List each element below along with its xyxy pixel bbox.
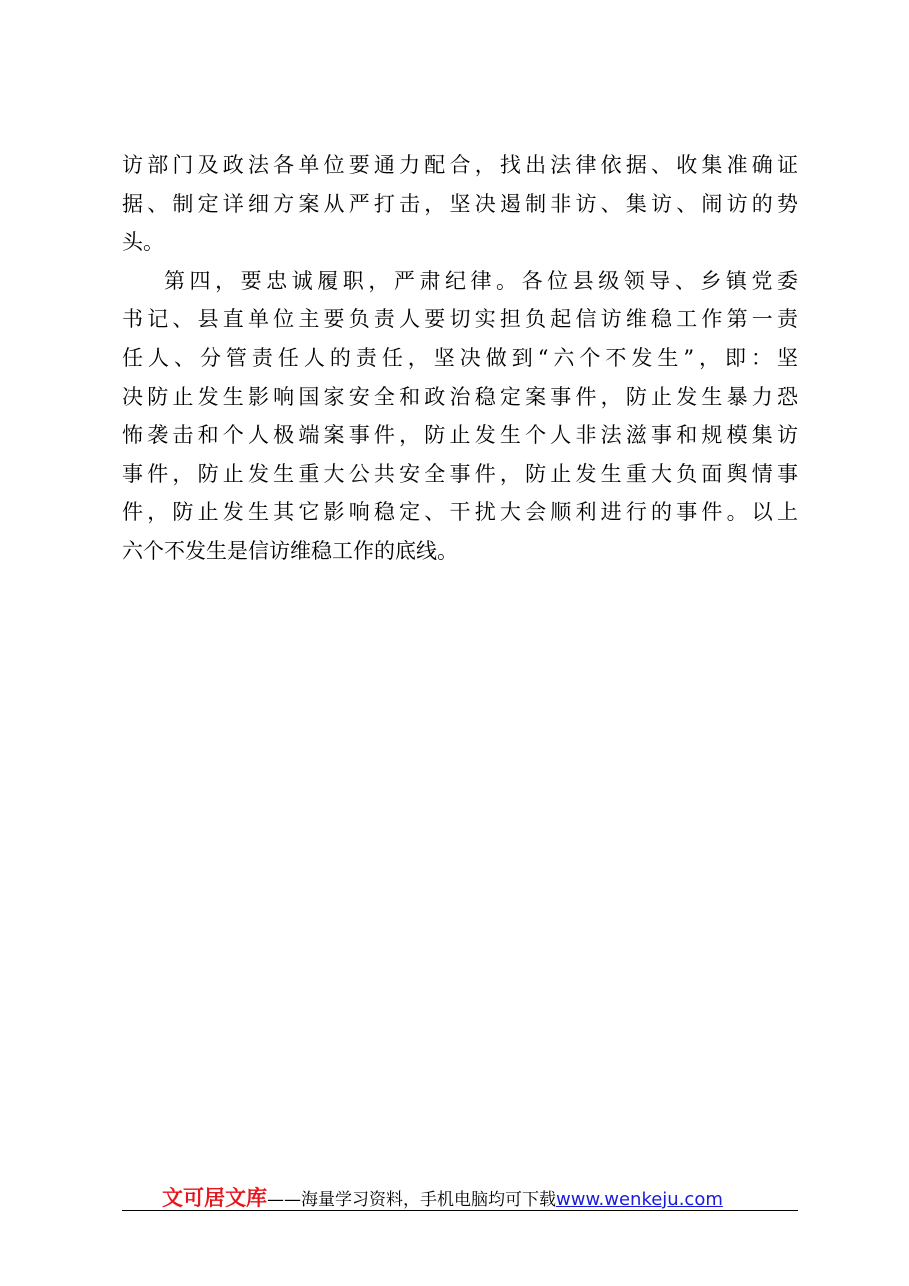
- document-body: [122, 146, 798, 571]
- text-line: 事件，防止发生重大公共安全事件，防止发生重大负面舆情事: [122, 461, 798, 486]
- text-line: 任人、分管责任人的责任，坚决做到“六个不发生”，即：坚: [122, 345, 798, 370]
- text-line: 访部门及政法各单位要通力配合，找出法律依据、收集准确证: [122, 153, 798, 177]
- text-line: 六个不发生是信访维稳工作的底线。: [122, 538, 458, 563]
- footer-brand: 文可居文库: [162, 1186, 267, 1210]
- text-line: 怖袭击和个人极端案事件，防止发生个人非法滋事和规模集访: [122, 423, 798, 448]
- footer-tagline: ——海量学习资料，手机电脑均可下载: [267, 1190, 556, 1210]
- paragraph-start-line: 第四，要忠诚履职，严肃纪律。各位县级领导、乡镇党委: [164, 268, 798, 293]
- page-footer: [122, 1180, 798, 1211]
- text-line: 头。: [122, 230, 164, 255]
- text-line: 据、制定详细方案从严打击，坚决遏制非访、集访、闹访的势: [122, 191, 798, 216]
- text-line: 件，防止发生其它影响稳定、干扰大会顺利进行的事件。以上: [122, 500, 798, 525]
- text-line: 决防止发生影响国家安全和政治稳定案事件，防止发生暴力恐: [122, 384, 798, 409]
- text-line: 书记、县直单位主要负责人要切实担负起信访维稳工作第一责: [122, 307, 798, 332]
- footer-website-link[interactable]: www.wenkeju.com: [556, 1189, 723, 1210]
- footer-banner: [162, 1182, 723, 1212]
